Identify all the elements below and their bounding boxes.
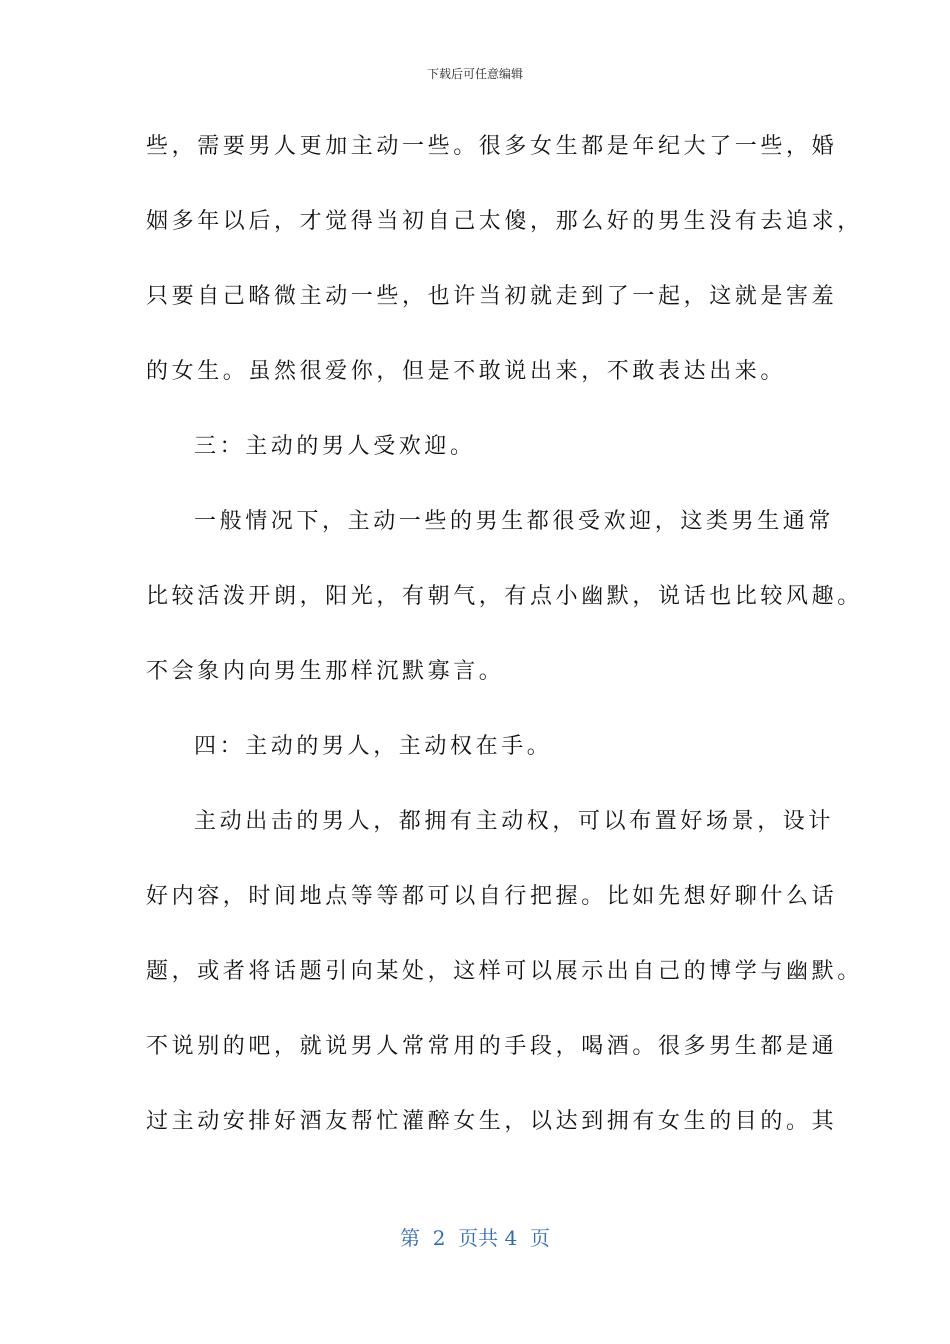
body-line: 些，需要男人更加主动一些。很多女生都是年纪大了一些，婚 [146, 134, 838, 159]
body-line: 不说别的吧，就说男人常常用的手段，喝酒。很多男生都是通 [146, 1034, 838, 1059]
body-line: 比较活泼开朗，阳光，有朝气，有点小幽默，说话也比较风趣。 [146, 584, 863, 609]
document-body [146, 128, 863, 1178]
section-heading: 三：主动的男人受欢迎。 [194, 434, 476, 459]
body-line: 主动出击的男人，都拥有主动权，可以布置好场景，设计 [194, 809, 835, 834]
body-line: 姻多年以后，才觉得当初自己太傻，那么好的男生没有去追求， [146, 209, 863, 234]
page-header: 下载后可任意编辑 [426, 67, 523, 81]
body-line: 一般情况下，主动一些的男生都很受欢迎，这类男生通常 [194, 509, 835, 534]
body-line: 过主动安排好酒友帮忙灌醉女生，以达到拥有女生的目的。其 [146, 1109, 838, 1134]
page-number: 第 2 页共 4 页 [400, 1226, 550, 1250]
body-line: 只要自己略微主动一些，也许当初就走到了一起，这就是害羞 [146, 284, 838, 309]
body-line: 的女生。虽然很爱你，但是不敢说出来，不敢表达出来。 [146, 359, 787, 384]
body-line: 不会象内向男生那样沉默寡言。 [146, 659, 505, 684]
body-line: 好内容，时间地点等等都可以自行把握。比如先想好聊什么话 [146, 884, 838, 909]
body-line: 题，或者将话题引向某处，这样可以展示出自己的博学与幽默。 [146, 959, 863, 984]
section-heading: 四：主动的男人，主动权在手。 [194, 734, 553, 759]
